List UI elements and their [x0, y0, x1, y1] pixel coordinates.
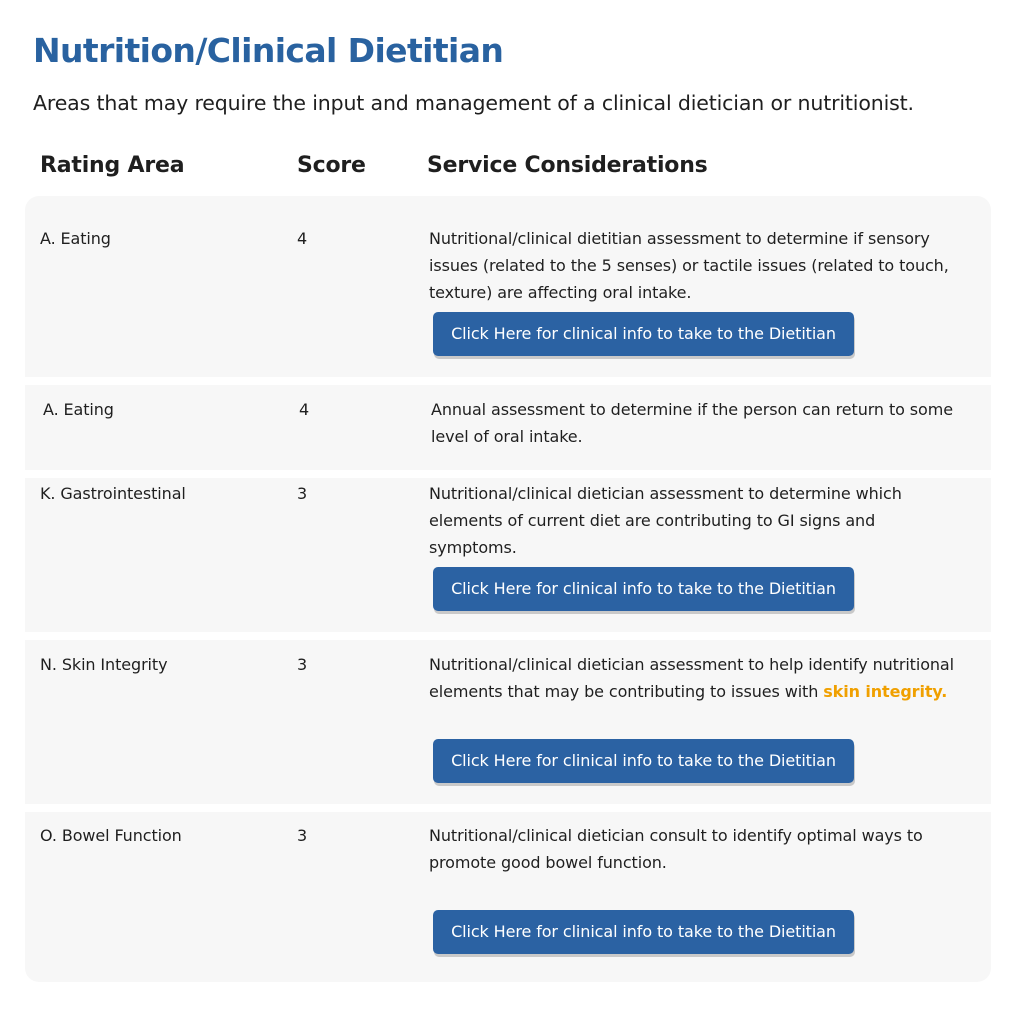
skin-integrity-link[interactable]: skin integrity. — [823, 682, 948, 701]
row-3-dietitian-info-button[interactable]: Click Here for clinical info to take to the Dietitian — [433, 567, 854, 611]
row-3-score: 3 — [297, 484, 308, 503]
row-4-description-text: Nutritional/clinical dietician assessment to help identify nutritional elements that may be contributing to issues with — [429, 655, 954, 701]
row-2-score: 4 — [299, 400, 310, 419]
row-5-score: 3 — [297, 826, 308, 845]
row-3-area: K. Gastrointestinal — [40, 484, 186, 503]
row-divider — [25, 377, 991, 385]
page-title: Nutrition/Clinical Dietitian — [33, 31, 504, 70]
header-service-considerations: Service Considerations — [427, 153, 708, 178]
row-5-description: Nutritional/clinical dietician consult to identify optimal ways to promote good bowel function. — [429, 826, 923, 872]
row-5-area: O. Bowel Function — [40, 826, 182, 845]
header-rating-area: Rating Area — [40, 153, 185, 178]
row-divider — [25, 632, 991, 640]
row-1-description: Nutritional/clinical dietitian assessment to determine if sensory issues (related to the 5 senses) or tactile issues (related to touch, texture) are affecting oral intake. — [429, 229, 949, 302]
row-2-area: A. Eating — [43, 400, 114, 419]
row-4-dietitian-info-button[interactable]: Click Here for clinical info to take to the Dietitian — [433, 739, 854, 783]
row-1-area: A. Eating — [40, 229, 111, 248]
row-5-dietitian-info-button[interactable]: Click Here for clinical info to take to the Dietitian — [433, 910, 854, 954]
row-1-dietitian-info-button[interactable]: Click Here for clinical info to take to the Dietitian — [433, 312, 854, 356]
row-divider — [25, 470, 991, 478]
row-2-description: Annual assessment to determine if the person can return to some level of oral intake. — [431, 400, 953, 446]
row-3-description: Nutritional/clinical dietician assessment to determine which elements of current diet are contributing to GI signs and symptoms. — [429, 484, 902, 557]
row-divider — [25, 804, 991, 812]
row-4-area: N. Skin Integrity — [40, 655, 168, 674]
row-4-description — [429, 651, 977, 705]
row-4-score: 3 — [297, 655, 308, 674]
row-1-score: 4 — [297, 229, 308, 248]
header-score: Score — [297, 153, 366, 178]
page-subtitle: Areas that may require the input and management of a clinical dietician or nutritionist. — [33, 91, 914, 115]
